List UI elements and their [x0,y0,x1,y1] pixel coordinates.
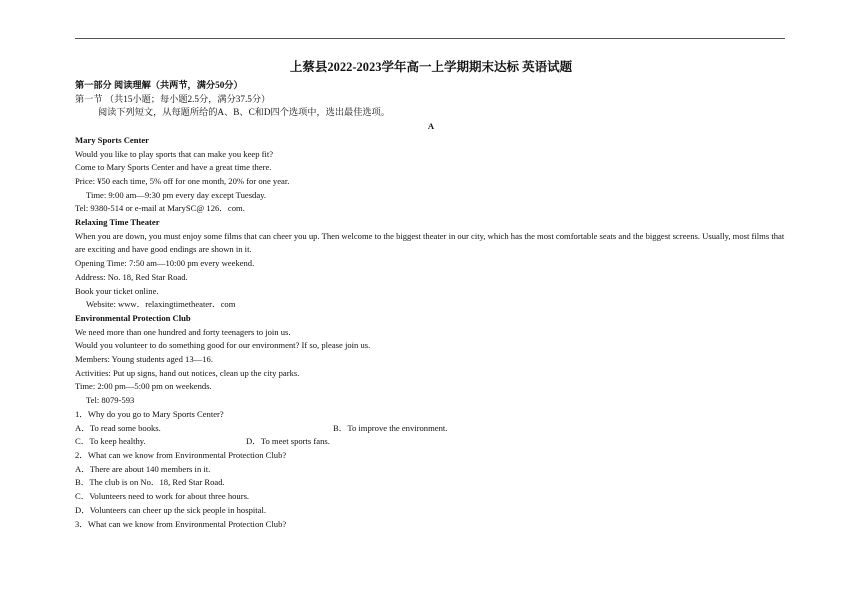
question-2 [75,449,787,518]
ad-paragraph: When you are down, you must enjoy some films that can cheer you up. Then welcome to the biggest theater in our city, which has the most comfortable seats and the biggest screens. Usually, most films that are exciting and have good endings are shown in it. [75,230,785,255]
option-a[interactable]: A．To read some books. [75,422,161,433]
question-stem: 1．Why do you go to Mary Sports Center? [75,408,224,419]
ad-line: Would you like to play sports that can make you keep fit? [75,148,274,159]
ad-relaxing-time-theater [75,216,787,312]
document-body [75,58,787,531]
ad-heading: Environmental Protection Club [75,312,191,323]
ad-line: Time: 9:00 am—9:30 pm every day except Tuesday. [86,189,267,200]
question-3 [75,518,787,532]
option-a[interactable]: A．There are about 140 members in it. [75,463,211,474]
ad-line: Website: www．relaxingtimetheater．com [86,299,236,310]
question-stem: 3．What can we know from Environmental Protection Club? [75,518,287,529]
passage-label: A [427,121,435,132]
page-title: 上蔡县2022-2023学年高一上学期期末达标 英语试题 [289,60,573,74]
ad-line: Price: ¥50 each time, 5% off for one month, 20% for one year. [75,175,290,186]
part-heading: 第一部分 阅读理解（共两节，满分50分） [75,80,243,90]
ad-line: Activities: Put up signs, hand out notices, clean up the city parks. [75,367,300,378]
option-d[interactable]: D．Volunteers can cheer up the sick people in hospital. [75,504,267,515]
section-heading: 第一节 （共15小题；每小题2.5分，满分37.5分） [75,93,271,104]
ad-line: Book your ticket online. [75,285,159,296]
ad-heading: Mary Sports Center [75,134,149,145]
ad-line: Address: No. 18, Red Star Road. [75,271,188,282]
option-b[interactable]: B．The club is on No．18, Red Star Road. [75,477,225,488]
ad-line: Tel: 8079-593 [86,395,135,406]
ad-line: Members: Young students aged 13—16. [75,354,213,365]
question-stem: 2．What can we know from Environmental Protection Club? [75,449,287,460]
ad-line: Time: 2:00 pm—5:00 pm on weekends. [75,381,212,392]
ad-line: Opening Time: 7:50 am—10:00 pm every weekend. [75,258,255,269]
ad-line: We need more than one hundred and forty teenagers to join us. [75,326,291,337]
ad-line: Would you volunteer to do something good for our environment? If so, please join us. [75,340,371,351]
ad-mary-sports-center [75,134,787,216]
option-c[interactable]: C．Volunteers need to work for about three hours. [75,491,250,502]
option-d[interactable]: D．To meet sports fans. [246,436,330,447]
ad-line: Tel: 9380-514 or e-mail at MarySC@ 126．com. [75,203,245,214]
option-row [75,435,787,449]
ad-heading: Relaxing Time Theater [75,217,160,228]
option-c[interactable]: C．To keep healthy. [75,436,146,447]
ad-environmental-protection-club [75,312,787,408]
option-b[interactable]: B．To improve the environment. [333,422,448,433]
instruction-text: 阅读下列短文，从每题所给的A、B、C和D四个选项中，选出最佳选项。 [98,107,390,118]
question-1 [75,408,787,449]
header-rule [75,38,785,39]
option-row [75,422,787,436]
ad-line: Come to Mary Sports Center and have a great time there. [75,162,272,173]
